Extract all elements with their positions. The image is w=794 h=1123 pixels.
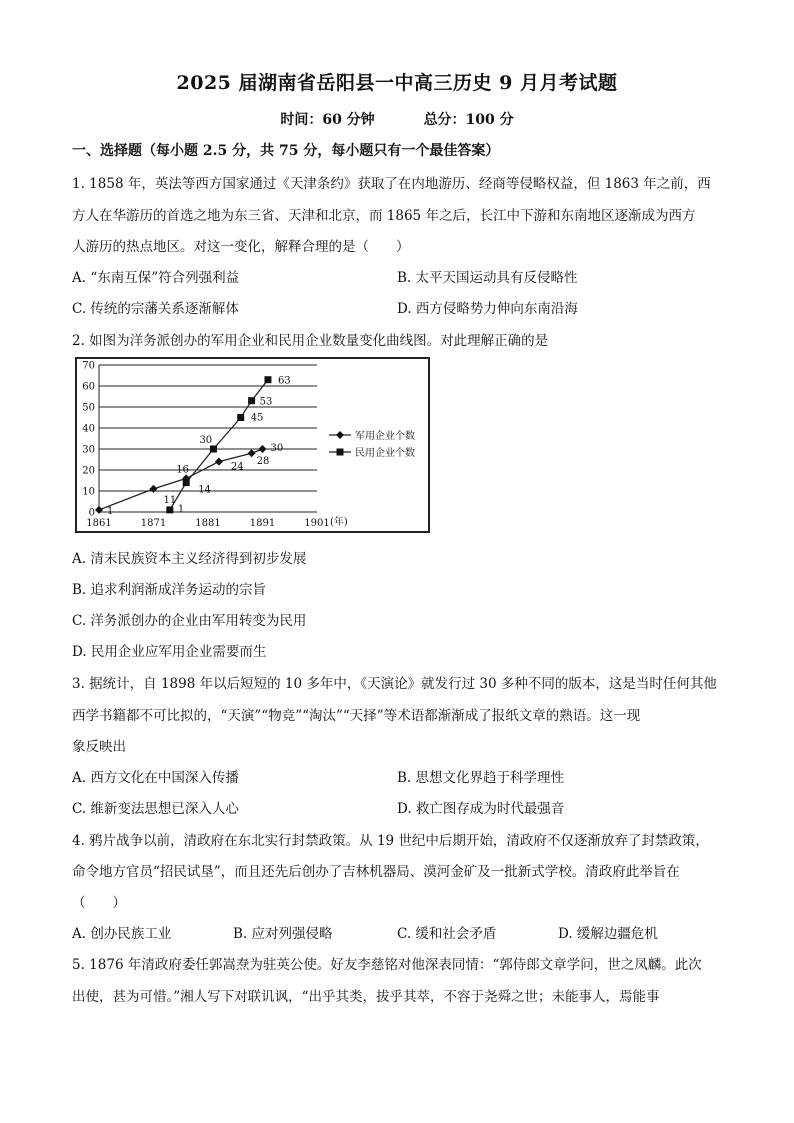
data-label: 11 (163, 494, 177, 506)
q1-option-c[interactable]: C. 传统的宗藩关系逐渐解体 (72, 301, 239, 317)
exam-title: 2025 届湖南省岳阳县一中高三历史 9 月月考试题 (176, 72, 618, 94)
q2-stem: 2. 如图为洋务派创办的军用企业和民用企业数量变化曲线图。对此理解正确的是 (72, 333, 549, 349)
q4-line: 命令地方官员“招民试垦”，而且还先后创办了吉林机器局、漠河金矿及一批新式学校。清政府此举旨在 (72, 864, 680, 880)
q4-option-c[interactable]: C. 缓和社会矛盾 (397, 926, 497, 942)
q3-option-c[interactable]: C. 维新变法思想已深入人心 (72, 801, 239, 817)
y-tick-label: 0 (88, 507, 95, 519)
data-label: 1 (107, 505, 114, 517)
x-tick-label: 1871 (140, 518, 167, 529)
data-label: 30 (199, 435, 213, 446)
q2-option-b[interactable]: B. 追求利润渐成洋务运动的宗旨 (72, 582, 267, 598)
exam-time: 时间：60 分钟 (280, 112, 375, 128)
military-point (95, 506, 103, 514)
y-tick-label: 70 (82, 360, 95, 372)
q4-option-b[interactable]: B. 应对列强侵略 (233, 926, 333, 942)
data-label: 53 (259, 396, 273, 408)
q4-line: （ ） (72, 895, 126, 911)
data-label: 28 (256, 456, 270, 468)
data-label: 1 (177, 503, 185, 515)
legend-label: 民用企业个数 (355, 448, 415, 459)
q5-line: 出使，甚为可惜。”湘人写下对联讥讽，“出乎其类，拔乎其萃，不容于尧舜之世；未能事人，焉能事 (72, 989, 660, 1005)
q3-option-d[interactable]: D. 救亡图存成为时代最强音 (397, 801, 565, 817)
x-tick-label: 1891 (249, 518, 276, 529)
civil-point (183, 479, 190, 486)
x-axis-unit: (年) (330, 517, 348, 528)
x-tick-label: 1901 (304, 518, 330, 529)
data-label: 24 (230, 461, 244, 473)
exam-info (0, 109, 794, 129)
q3-line: 西学书籍都不可比拟的，“天演”“物竞”“淘汰”“天择”等术语都渐渐成了报纸文章的熟语。这一现 (72, 708, 641, 724)
military-point (215, 458, 223, 466)
q1-option-d[interactable]: D. 西方侵略势力伸向东南沿海 (397, 301, 578, 317)
q1-line: 人游历的热点地区。对这一变化，解释合理的是（ ） (72, 239, 410, 255)
civil-point (210, 446, 217, 453)
y-tick-label: 20 (82, 465, 95, 477)
y-tick-label: 50 (82, 402, 95, 414)
military-point (259, 445, 267, 453)
q1-option-a[interactable]: A. “东南互保”符合列强利益 (72, 270, 240, 286)
x-tick-label: 1881 (195, 518, 221, 529)
q2-option-c[interactable]: C. 洋务派创办的企业由军用转变为民用 (72, 613, 307, 629)
series-line (99, 449, 263, 510)
data-label: 45 (250, 412, 264, 424)
q1-line: 1. 1858 年，英法等西方国家通过《天津条约》获取了在内地游历、经商等侵略权益，但 1863 年之前，西 (72, 176, 711, 192)
x-tick-label: 1861 (86, 518, 112, 529)
enterprise-chart (75, 357, 430, 533)
q3-line: 3. 据统计，自 1898 年以后短短的 10 多年中，《天演论》就发行过 30 多种不同的版本，这是当时任何其他 (72, 676, 717, 692)
civil-point (248, 397, 255, 404)
q1-option-b[interactable]: B. 太平天国运动具有反侵略性 (397, 270, 578, 286)
q4-line: 4. 鸦片战争以前，清政府在东北实行封禁政策。从 19 世纪中后期开始，清政府不仅逐渐放弃了封禁政策， (72, 833, 709, 849)
q2-option-d[interactable]: D. 民用企业应军用企业需要而生 (72, 644, 267, 660)
legend-diamond-icon (336, 431, 344, 439)
q3-option-a[interactable]: A. 西方文化在中国深入传播 (72, 770, 239, 786)
data-label: 63 (277, 375, 291, 387)
y-tick-label: 10 (82, 486, 95, 498)
q3-line: 象反映出 (72, 739, 126, 755)
data-label: 16 (176, 464, 189, 476)
q4-option-d[interactable]: D. 缓解边疆危机 (558, 926, 658, 942)
y-tick-label: 30 (82, 444, 95, 456)
y-tick-label: 40 (82, 423, 95, 435)
civil-point (166, 506, 173, 513)
section-heading: 一、选择题（每小题 2.5 分，共 75 分，每小题只有一个最佳答案） (72, 143, 500, 159)
military-point (248, 449, 256, 457)
civil-point (264, 376, 271, 383)
data-label: 14 (198, 484, 211, 496)
chart-svg (77, 359, 428, 531)
legend-square-icon (337, 449, 344, 456)
civil-point (237, 414, 244, 421)
legend-label: 军用企业个数 (355, 431, 415, 442)
exam-score: 总分：100 分 (423, 112, 514, 128)
q3-option-b[interactable]: B. 思想文化界趋于科学理性 (397, 770, 565, 786)
data-label: 30 (270, 443, 284, 454)
y-tick-label: 60 (82, 381, 95, 393)
q5-line: 5. 1876 年清政府委任郭嵩焘为驻英公使。好友李慈铭对他深表同情：“郭侍郎文章学问，世之凤麟。此次 (72, 957, 702, 973)
q4-option-a[interactable]: A. 创办民族工业 (72, 926, 172, 942)
q2-option-a[interactable]: A. 清末民族资本主义经济得到初步发展 (72, 551, 307, 567)
q1-line: 方人在华游历的首选之地为东三省、天津和北京，而 1865 年之后，长江中下游和东南地区逐渐成为西方 (72, 208, 696, 224)
military-point (150, 485, 158, 493)
